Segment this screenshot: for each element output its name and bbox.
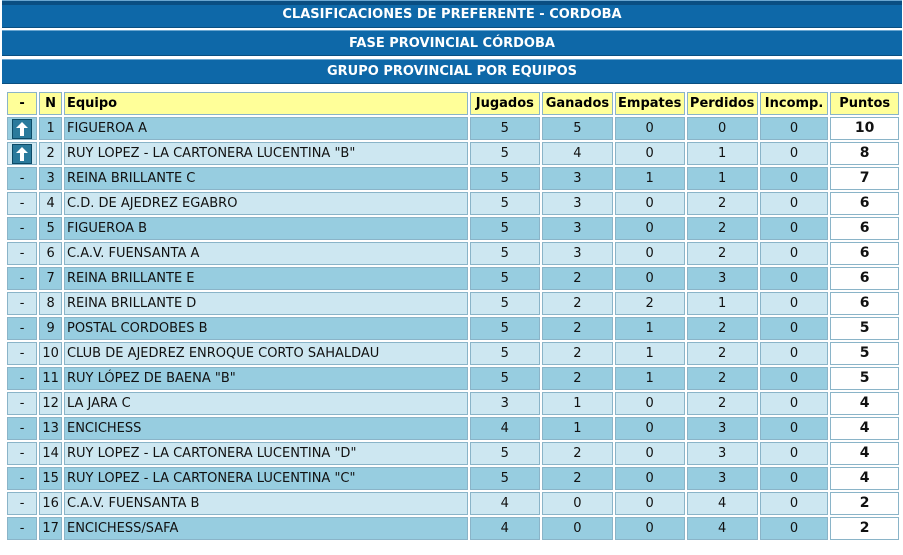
status-cell xyxy=(7,142,37,165)
status-cell: - xyxy=(7,292,37,315)
forfeits-cell: 0 xyxy=(760,342,829,365)
forfeits-cell: 0 xyxy=(760,292,829,315)
col-team-header[interactable]: Equipo xyxy=(64,92,468,115)
team-name-cell[interactable]: C.D. DE AJEDREZ EGABRO xyxy=(64,192,468,215)
rank-cell: 11 xyxy=(39,367,62,390)
lost-cell: 3 xyxy=(687,467,758,490)
points-cell: 6 xyxy=(830,292,899,315)
drawn-cell: 0 xyxy=(615,517,685,540)
forfeits-cell: 0 xyxy=(760,467,829,490)
won-cell: 2 xyxy=(542,292,613,315)
points-cell: 5 xyxy=(830,342,899,365)
status-cell xyxy=(7,117,37,140)
team-name-cell[interactable]: LA JARA C xyxy=(64,392,468,415)
status-cell: - xyxy=(7,342,37,365)
rank-cell: 4 xyxy=(39,192,62,215)
played-cell: 5 xyxy=(470,292,541,315)
won-cell: 2 xyxy=(542,467,613,490)
points-cell: 2 xyxy=(830,492,899,515)
drawn-cell: 0 xyxy=(615,492,685,515)
lost-cell: 3 xyxy=(687,442,758,465)
team-name-cell[interactable]: POSTAL CORDOBES B xyxy=(64,317,468,340)
rank-cell: 2 xyxy=(39,142,62,165)
col-played-header[interactable]: Jugados xyxy=(470,92,541,115)
points-cell: 4 xyxy=(830,442,899,465)
drawn-cell: 0 xyxy=(615,442,685,465)
table-row xyxy=(7,192,899,215)
table-row xyxy=(7,217,899,240)
played-cell: 5 xyxy=(470,117,541,140)
lost-cell: 2 xyxy=(687,367,758,390)
forfeits-cell: 0 xyxy=(760,167,829,190)
rank-cell: 6 xyxy=(39,242,62,265)
played-cell: 5 xyxy=(470,142,541,165)
table-row xyxy=(7,117,899,140)
drawn-cell: 1 xyxy=(615,167,685,190)
team-name-cell[interactable]: RUY LOPEZ - LA CARTONERA LUCENTINA "D" xyxy=(64,442,468,465)
standings-table xyxy=(5,90,901,542)
team-name-cell[interactable]: REINA BRILLANTE E xyxy=(64,267,468,290)
rank-cell: 16 xyxy=(39,492,62,515)
drawn-cell: 1 xyxy=(615,342,685,365)
status-cell: - xyxy=(7,442,37,465)
table-row xyxy=(7,242,899,265)
forfeits-cell: 0 xyxy=(760,192,829,215)
drawn-cell: 0 xyxy=(615,417,685,440)
team-name-cell[interactable]: REINA BRILLANTE C xyxy=(64,167,468,190)
col-won-header[interactable]: Ganados xyxy=(542,92,613,115)
rank-cell: 13 xyxy=(39,417,62,440)
rank-cell: 12 xyxy=(39,392,62,415)
won-cell: 3 xyxy=(542,167,613,190)
rank-cell: 14 xyxy=(39,442,62,465)
table-row xyxy=(7,367,899,390)
forfeits-cell: 0 xyxy=(760,417,829,440)
drawn-cell: 0 xyxy=(615,392,685,415)
won-cell: 4 xyxy=(542,142,613,165)
played-cell: 5 xyxy=(470,242,541,265)
forfeits-cell: 0 xyxy=(760,317,829,340)
lost-cell: 0 xyxy=(687,117,758,140)
played-cell: 4 xyxy=(470,492,541,515)
played-cell: 4 xyxy=(470,517,541,540)
played-cell: 4 xyxy=(470,417,541,440)
up-arrow-icon xyxy=(12,119,32,139)
team-name-cell[interactable]: ENCICHESS/SAFA xyxy=(64,517,468,540)
table-row xyxy=(7,267,899,290)
lost-cell: 4 xyxy=(687,517,758,540)
team-name-cell[interactable]: FIGUEROA A xyxy=(64,117,468,140)
won-cell: 2 xyxy=(542,367,613,390)
played-cell: 5 xyxy=(470,467,541,490)
forfeits-cell: 0 xyxy=(760,242,829,265)
forfeits-cell: 0 xyxy=(760,367,829,390)
lost-cell: 4 xyxy=(687,492,758,515)
lost-cell: 2 xyxy=(687,342,758,365)
points-cell: 4 xyxy=(830,417,899,440)
team-name-cell[interactable]: FIGUEROA B xyxy=(64,217,468,240)
team-name-cell[interactable]: C.A.V. FUENSANTA A xyxy=(64,242,468,265)
lost-cell: 3 xyxy=(687,417,758,440)
table-row xyxy=(7,142,899,165)
points-cell: 5 xyxy=(830,367,899,390)
drawn-cell: 0 xyxy=(615,217,685,240)
table-row xyxy=(7,392,899,415)
rank-cell: 9 xyxy=(39,317,62,340)
lost-cell: 2 xyxy=(687,317,758,340)
points-cell: 8 xyxy=(830,142,899,165)
team-name-cell[interactable]: RUY LÓPEZ DE BAENA "B" xyxy=(64,367,468,390)
points-cell: 6 xyxy=(830,242,899,265)
played-cell: 5 xyxy=(470,342,541,365)
col-status-header: - xyxy=(7,92,37,115)
status-cell: - xyxy=(7,492,37,515)
page-title: CLASIFICACIONES DE PREFERENTE - CORDOBA xyxy=(282,7,622,22)
status-cell: - xyxy=(7,417,37,440)
status-cell: - xyxy=(7,517,37,540)
rank-cell: 8 xyxy=(39,292,62,315)
lost-cell: 1 xyxy=(687,142,758,165)
lost-cell: 2 xyxy=(687,217,758,240)
table-row xyxy=(7,342,899,365)
played-cell: 5 xyxy=(470,442,541,465)
lost-cell: 2 xyxy=(687,392,758,415)
table-row xyxy=(7,517,899,540)
won-cell: 1 xyxy=(542,392,613,415)
drawn-cell: 0 xyxy=(615,242,685,265)
won-cell: 0 xyxy=(542,517,613,540)
drawn-cell: 1 xyxy=(615,317,685,340)
points-cell: 5 xyxy=(830,317,899,340)
played-cell: 5 xyxy=(470,167,541,190)
col-n-header: N xyxy=(39,92,62,115)
status-cell: - xyxy=(7,192,37,215)
won-cell: 1 xyxy=(542,417,613,440)
won-cell: 2 xyxy=(542,317,613,340)
table-row xyxy=(7,492,899,515)
status-cell: - xyxy=(7,367,37,390)
up-arrow-icon xyxy=(12,144,32,164)
table-row xyxy=(7,442,899,465)
points-cell: 7 xyxy=(830,167,899,190)
drawn-cell: 1 xyxy=(615,367,685,390)
won-cell: 5 xyxy=(542,117,613,140)
col-points-header[interactable]: Puntos xyxy=(830,92,899,115)
drawn-cell: 0 xyxy=(615,142,685,165)
team-name-cell[interactable]: REINA BRILLANTE D xyxy=(64,292,468,315)
won-cell: 0 xyxy=(542,492,613,515)
points-cell: 6 xyxy=(830,217,899,240)
played-cell: 5 xyxy=(470,317,541,340)
status-cell: - xyxy=(7,167,37,190)
col-drawn-header[interactable]: Empates xyxy=(615,92,685,115)
points-cell: 2 xyxy=(830,517,899,540)
played-cell: 5 xyxy=(470,267,541,290)
drawn-cell: 0 xyxy=(615,192,685,215)
group-bar xyxy=(2,59,902,84)
points-cell: 6 xyxy=(830,267,899,290)
phase-title: FASE PROVINCIAL CÓRDOBA xyxy=(349,36,555,51)
col-forfeits-header[interactable]: Incomp. xyxy=(760,92,829,115)
rank-cell: 17 xyxy=(39,517,62,540)
team-name-cell[interactable]: CLUB DE AJEDREZ ENROQUE CORTO SAHALDAU xyxy=(64,342,468,365)
lost-cell: 2 xyxy=(687,192,758,215)
forfeits-cell: 0 xyxy=(760,517,829,540)
won-cell: 3 xyxy=(542,242,613,265)
won-cell: 2 xyxy=(542,342,613,365)
lost-cell: 3 xyxy=(687,267,758,290)
forfeits-cell: 0 xyxy=(760,117,829,140)
status-cell: - xyxy=(7,242,37,265)
team-name-cell[interactable]: ENCICHESS xyxy=(64,417,468,440)
won-cell: 2 xyxy=(542,267,613,290)
drawn-cell: 0 xyxy=(615,467,685,490)
rank-cell: 7 xyxy=(39,267,62,290)
forfeits-cell: 0 xyxy=(760,492,829,515)
drawn-cell: 0 xyxy=(615,267,685,290)
won-cell: 3 xyxy=(542,217,613,240)
drawn-cell: 0 xyxy=(615,117,685,140)
played-cell: 5 xyxy=(470,192,541,215)
team-name-cell[interactable]: RUY LOPEZ - LA CARTONERA LUCENTINA "B" xyxy=(64,142,468,165)
status-cell: - xyxy=(7,317,37,340)
table-row xyxy=(7,417,899,440)
forfeits-cell: 0 xyxy=(760,442,829,465)
title-bar xyxy=(2,0,902,28)
forfeits-cell: 0 xyxy=(760,267,829,290)
team-name-cell[interactable]: RUY LOPEZ - LA CARTONERA LUCENTINA "C" xyxy=(64,467,468,490)
forfeits-cell: 0 xyxy=(760,142,829,165)
drawn-cell: 2 xyxy=(615,292,685,315)
rank-cell: 3 xyxy=(39,167,62,190)
group-title: GRUPO PROVINCIAL POR EQUIPOS xyxy=(327,64,577,79)
played-cell: 5 xyxy=(470,217,541,240)
lost-cell: 1 xyxy=(687,292,758,315)
played-cell: 5 xyxy=(470,367,541,390)
col-lost-header[interactable]: Perdidos xyxy=(687,92,758,115)
won-cell: 2 xyxy=(542,442,613,465)
points-cell: 10 xyxy=(830,117,899,140)
points-cell: 6 xyxy=(830,192,899,215)
lost-cell: 2 xyxy=(687,242,758,265)
status-cell: - xyxy=(7,217,37,240)
lost-cell: 1 xyxy=(687,167,758,190)
points-cell: 4 xyxy=(830,392,899,415)
table-row xyxy=(7,292,899,315)
rank-cell: 1 xyxy=(39,117,62,140)
phase-bar xyxy=(2,30,902,56)
table-row xyxy=(7,167,899,190)
played-cell: 3 xyxy=(470,392,541,415)
status-cell: - xyxy=(7,267,37,290)
status-cell: - xyxy=(7,467,37,490)
rank-cell: 5 xyxy=(39,217,62,240)
points-cell: 4 xyxy=(830,467,899,490)
rank-cell: 10 xyxy=(39,342,62,365)
header-row xyxy=(7,92,899,115)
rank-cell: 15 xyxy=(39,467,62,490)
table-row xyxy=(7,467,899,490)
forfeits-cell: 0 xyxy=(760,392,829,415)
forfeits-cell: 0 xyxy=(760,217,829,240)
won-cell: 3 xyxy=(542,192,613,215)
table-row xyxy=(7,317,899,340)
status-cell: - xyxy=(7,392,37,415)
team-name-cell[interactable]: C.A.V. FUENSANTA B xyxy=(64,492,468,515)
